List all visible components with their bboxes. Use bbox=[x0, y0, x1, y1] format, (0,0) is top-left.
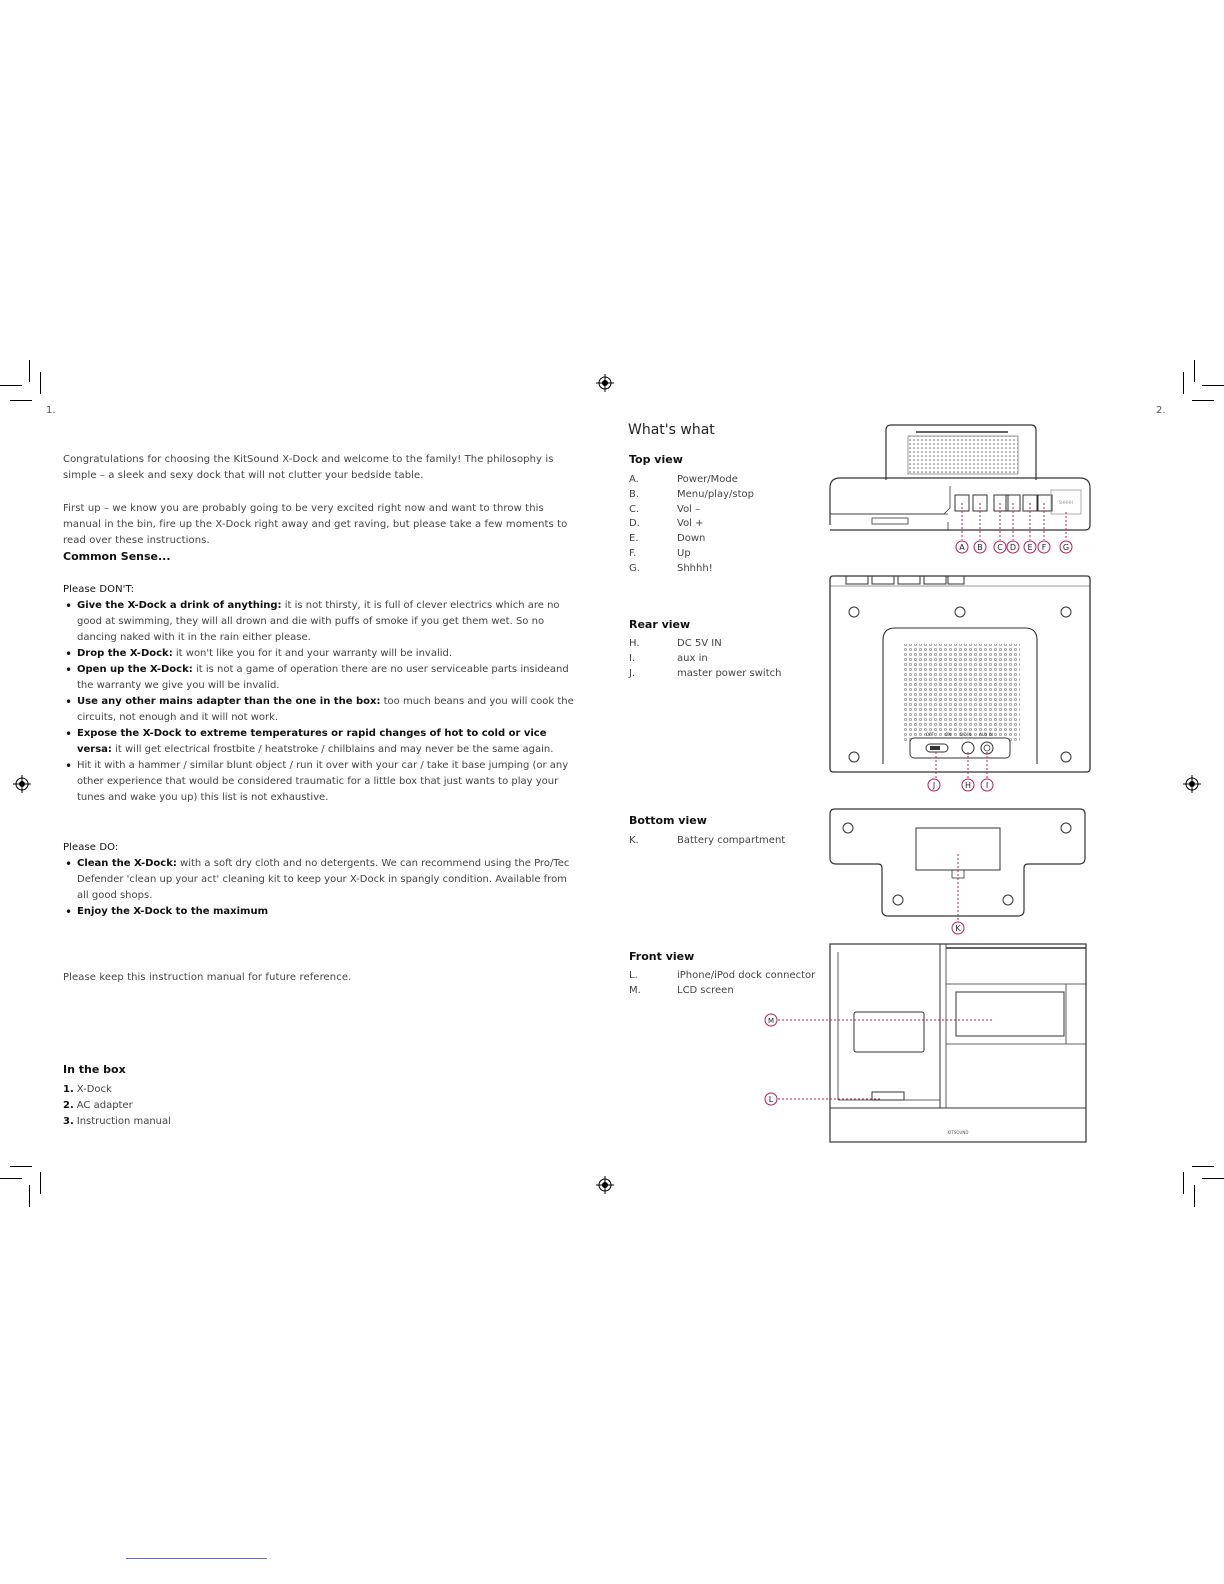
registration-mark-icon bbox=[596, 1176, 614, 1194]
legend-label: Battery compartment bbox=[677, 835, 786, 846]
legend-row bbox=[629, 532, 754, 547]
list-item-text: it will get electrical frostbite / heatstroke / chilblains and may never be the same again. bbox=[111, 744, 554, 755]
list-item bbox=[63, 1098, 171, 1114]
crop-mark bbox=[1183, 372, 1184, 394]
legend-row bbox=[629, 503, 754, 518]
list-item-text: it won't like you for it and your warranty will be invalid. bbox=[172, 648, 453, 659]
keep-manual-note: Please keep this instruction manual for future reference. bbox=[63, 972, 352, 983]
crop-mark bbox=[10, 1166, 32, 1167]
bottom-view-legend bbox=[629, 834, 785, 849]
callout-label: M bbox=[767, 1017, 775, 1025]
whats-what-title: What's what bbox=[628, 422, 715, 438]
in-the-box-list bbox=[63, 1082, 171, 1130]
legend-label: master power switch bbox=[677, 667, 782, 679]
legend-row bbox=[629, 637, 781, 652]
list-item bbox=[63, 726, 578, 758]
front-view-heading: Front view bbox=[629, 950, 695, 963]
legend-row bbox=[629, 652, 781, 667]
rear-view-legend bbox=[629, 637, 781, 681]
callout-label: J bbox=[932, 781, 936, 790]
front-view-diagram bbox=[760, 940, 1092, 1146]
item-label: Instruction manual bbox=[76, 1116, 171, 1127]
legend-label: Vol – bbox=[677, 503, 701, 515]
legend-key: K. bbox=[629, 835, 639, 846]
legend-row bbox=[629, 547, 754, 562]
list-item-text: with a soft dry cloth and no detergents. We can recommend using the Pro/Tec Defender 'clean up your act' cleaning kit to keep your X-Dock in spangly condition. Available from all good shops. bbox=[77, 858, 570, 901]
callout-label: B bbox=[977, 543, 983, 552]
item-label: AC adapter bbox=[76, 1100, 133, 1111]
brand-label: KITSOUND bbox=[947, 1130, 969, 1135]
crop-mark bbox=[10, 400, 32, 401]
legend-label: Menu/play/stop bbox=[677, 488, 754, 500]
callout-label: A bbox=[959, 543, 965, 552]
crop-mark bbox=[1194, 1185, 1195, 1207]
rear-port-label: OFF bbox=[926, 732, 934, 737]
legend-label: Up bbox=[677, 547, 691, 559]
legend-key: D. bbox=[629, 518, 640, 530]
crop-mark bbox=[29, 360, 30, 382]
list-item bbox=[63, 662, 578, 694]
intro-paragraph-2: First up – we know you are probably going to be very excited right now and want to throw this manual in the bin, fire up the X-Dock right away and get raving, but please take a few moments to read over these instructions. bbox=[63, 503, 568, 546]
list-item-title: Clean the X-Dock: bbox=[77, 858, 177, 869]
top-view-legend bbox=[629, 473, 754, 577]
list-item-title: Use any other mains adapter than the one in the box: bbox=[77, 696, 381, 707]
list-item-text: it is not a game of operation there are no user serviceable parts insideand the warranty we give you will be invalid. bbox=[77, 664, 569, 691]
list-item bbox=[63, 598, 578, 646]
list-item-title: Enjoy the X-Dock to the maximum bbox=[77, 906, 268, 917]
list-item bbox=[63, 1082, 171, 1098]
crop-mark bbox=[1183, 1172, 1184, 1194]
item-number: 1. bbox=[63, 1084, 74, 1095]
item-number: 3. bbox=[63, 1116, 74, 1127]
registration-mark-icon bbox=[1183, 775, 1201, 793]
in-the-box-heading: In the box bbox=[63, 1063, 126, 1076]
rear-port-label: ON bbox=[945, 732, 952, 737]
callout-label: E bbox=[1027, 543, 1033, 552]
legend-key: B. bbox=[629, 488, 640, 500]
list-item-text: Hit it with a hammer / similar blunt object / run it over with your car / take it base jumping (or any other experience that would be considered traumatic for a little box that just wants to play your tunes and wake you up) this list is not exhaustive. bbox=[77, 760, 569, 803]
legend-key: G. bbox=[629, 562, 640, 574]
common-sense-heading: Common Sense... bbox=[63, 550, 171, 563]
callout-label: L bbox=[768, 1095, 774, 1104]
registration-mark-icon bbox=[13, 775, 31, 793]
dont-list bbox=[63, 598, 578, 806]
list-item-title: Expose the X-Dock to extreme temperatures or rapid changes of hot to cold or vice versa: bbox=[77, 728, 547, 755]
shhhh-button-label: SHHHH bbox=[1058, 500, 1074, 505]
top-view-heading: Top view bbox=[629, 453, 683, 466]
callout-label: F bbox=[1041, 543, 1047, 552]
footer-link-underline[interactable] bbox=[126, 1558, 267, 1559]
crop-mark bbox=[1192, 1166, 1214, 1167]
legend-label: aux in bbox=[677, 652, 708, 664]
legend-row bbox=[629, 473, 754, 488]
item-label: X-Dock bbox=[76, 1084, 112, 1095]
callout-label: K bbox=[955, 924, 961, 933]
crop-mark bbox=[1202, 385, 1224, 386]
rear-port-label: DC IN bbox=[960, 732, 972, 737]
crop-mark bbox=[40, 1172, 41, 1194]
list-item-title: Open up the X-Dock: bbox=[77, 664, 193, 675]
item-number: 2. bbox=[63, 1100, 74, 1111]
page-number-right: 2. bbox=[1156, 405, 1166, 416]
list-item bbox=[63, 904, 578, 920]
legend-label: DC 5V IN bbox=[677, 638, 722, 649]
legend-key: A. bbox=[629, 474, 639, 485]
registration-mark-icon bbox=[596, 374, 614, 392]
dont-section bbox=[63, 582, 578, 806]
legend-label: Down bbox=[677, 533, 706, 545]
legend-row bbox=[629, 834, 785, 849]
legend-key: H. bbox=[629, 638, 640, 649]
legend-key: L. bbox=[629, 970, 638, 981]
legend-label: LCD screen bbox=[677, 984, 734, 996]
rear-port-label: AUX IN bbox=[979, 732, 993, 737]
legend-label: Power/Mode bbox=[677, 474, 738, 485]
crop-mark bbox=[0, 1178, 22, 1179]
callout-label: H bbox=[964, 781, 972, 790]
legend-row bbox=[629, 667, 781, 682]
bottom-view-diagram bbox=[828, 806, 1090, 938]
crop-mark bbox=[40, 372, 41, 394]
legend-key: F. bbox=[629, 547, 637, 559]
do-list bbox=[63, 856, 578, 920]
list-item-text: too much beans and you will cook the circuits, not enough and it will not work. bbox=[77, 696, 574, 723]
legend-label: Shhhh! bbox=[677, 562, 713, 574]
list-item bbox=[63, 758, 578, 806]
do-section bbox=[63, 840, 578, 920]
intro-paragraph-1: Congratulations for choosing the KitSound X-Dock and welcome to the family! The philosophy is simple – a sleek and sexy dock that will not clutter your bedside table. bbox=[63, 454, 554, 481]
legend-key: E. bbox=[629, 533, 639, 545]
callout-label: I bbox=[985, 781, 989, 790]
legend-row bbox=[629, 562, 754, 577]
legend-key: I. bbox=[629, 652, 636, 664]
legend-key: J. bbox=[629, 667, 636, 679]
callout-label: G bbox=[1062, 543, 1070, 552]
list-item-title: Give the X-Dock a drink of anything: bbox=[77, 600, 282, 611]
list-item-title: Drop the X-Dock: bbox=[77, 648, 173, 659]
crop-mark bbox=[29, 1185, 30, 1207]
crop-mark bbox=[0, 385, 22, 386]
legend-label: Vol + bbox=[677, 518, 704, 530]
dont-heading: Please DON'T: bbox=[63, 584, 135, 595]
list-item bbox=[63, 1114, 171, 1130]
crop-mark bbox=[1192, 400, 1214, 401]
bottom-view-heading: Bottom view bbox=[629, 814, 707, 827]
list-item bbox=[63, 694, 578, 726]
callout-label: D bbox=[1009, 543, 1017, 552]
do-heading: Please DO: bbox=[63, 842, 119, 853]
list-item bbox=[63, 646, 578, 662]
list-item-text: it is not thirsty, it is full of clever electrics which are no good at swimming, they will all drown and die with puffs of smoke if you get them wet. So no dancing naked with it in the rain either please. bbox=[77, 600, 560, 643]
crop-mark bbox=[1202, 1178, 1224, 1179]
list-item bbox=[63, 856, 578, 904]
page-number-left: 1. bbox=[46, 405, 56, 416]
crop-mark bbox=[1194, 360, 1195, 382]
in-the-box-section bbox=[63, 1063, 171, 1130]
legend-label: iPhone/iPod dock connector bbox=[677, 970, 816, 981]
legend-key: M. bbox=[629, 984, 641, 996]
rear-view-diagram bbox=[828, 572, 1094, 794]
callout-label: C bbox=[997, 543, 1003, 552]
top-view-diagram bbox=[828, 422, 1092, 560]
rear-view-heading: Rear view bbox=[629, 618, 691, 631]
legend-row bbox=[629, 517, 754, 532]
legend-key: C. bbox=[629, 503, 640, 515]
legend-row bbox=[629, 488, 754, 503]
